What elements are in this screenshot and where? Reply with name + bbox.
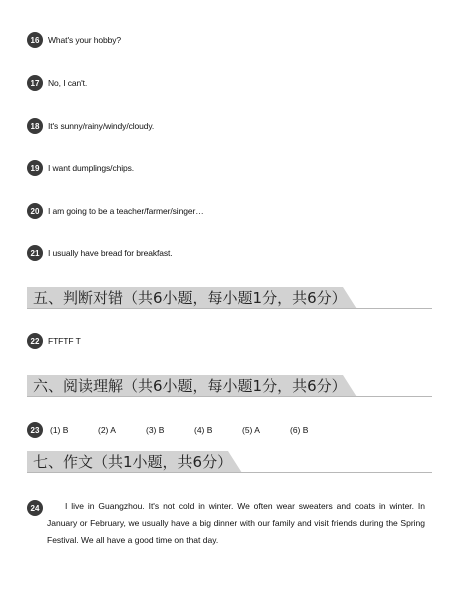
question-number-badge: 18 — [27, 118, 43, 134]
question-17 — [27, 75, 87, 91]
question-18 — [27, 118, 154, 134]
section-title: 七、作文（共1小题，共6分） — [33, 453, 233, 471]
answer-item: (2) A — [98, 425, 116, 435]
answer-item: (1) B — [50, 425, 69, 435]
section-title: 五、判断对错（共6小题，每小题1分，共6分） — [33, 289, 347, 307]
question-number-badge: 24 — [27, 500, 43, 516]
section-title: 六、阅读理解（共6小题，每小题1分，共6分） — [33, 377, 347, 395]
question-20 — [27, 203, 204, 219]
question-number-badge: 20 — [27, 203, 43, 219]
answer-text: What's your hobby? — [48, 35, 122, 45]
question-23 — [27, 422, 338, 438]
question-number-badge: 21 — [27, 245, 43, 261]
answer-item: (3) B — [146, 425, 165, 435]
answer-text: No, I can't. — [48, 78, 88, 88]
question-19 — [27, 160, 134, 176]
answer-text: It's sunny/rainy/windy/cloudy. — [48, 121, 155, 131]
answer-text: I want dumplings/chips. — [48, 163, 135, 173]
question-number-badge: 22 — [27, 333, 43, 349]
answer-item: (5) A — [242, 425, 260, 435]
answer-item: (4) B — [194, 425, 213, 435]
answer-text: FTFTF T — [48, 336, 81, 346]
answer-text: I am going to be a teacher/farmer/singer… — [48, 206, 204, 216]
question-16 — [27, 32, 121, 48]
section-header-5 — [27, 287, 432, 309]
question-number-badge: 16 — [27, 32, 43, 48]
question-number-badge: 19 — [27, 160, 43, 176]
section-header-6 — [27, 375, 432, 397]
answer-text: I usually have bread for breakfast. — [48, 248, 173, 258]
question-number-badge: 23 — [27, 422, 43, 438]
question-21 — [27, 245, 173, 261]
essay-text: I live in Guangzhou. It's not cold in winter. We often wear sweaters and coats in winter. In January or February, we usually have a big dinner with our family and visit friends during the Spring Festival. We all have a good time on that day. — [47, 501, 425, 545]
answer-item: (6) B — [290, 425, 309, 435]
answer-list — [50, 425, 338, 435]
question-22 — [27, 333, 81, 349]
section-header-7 — [27, 451, 432, 473]
question-number-badge: 17 — [27, 75, 43, 91]
question-24 — [27, 498, 425, 549]
